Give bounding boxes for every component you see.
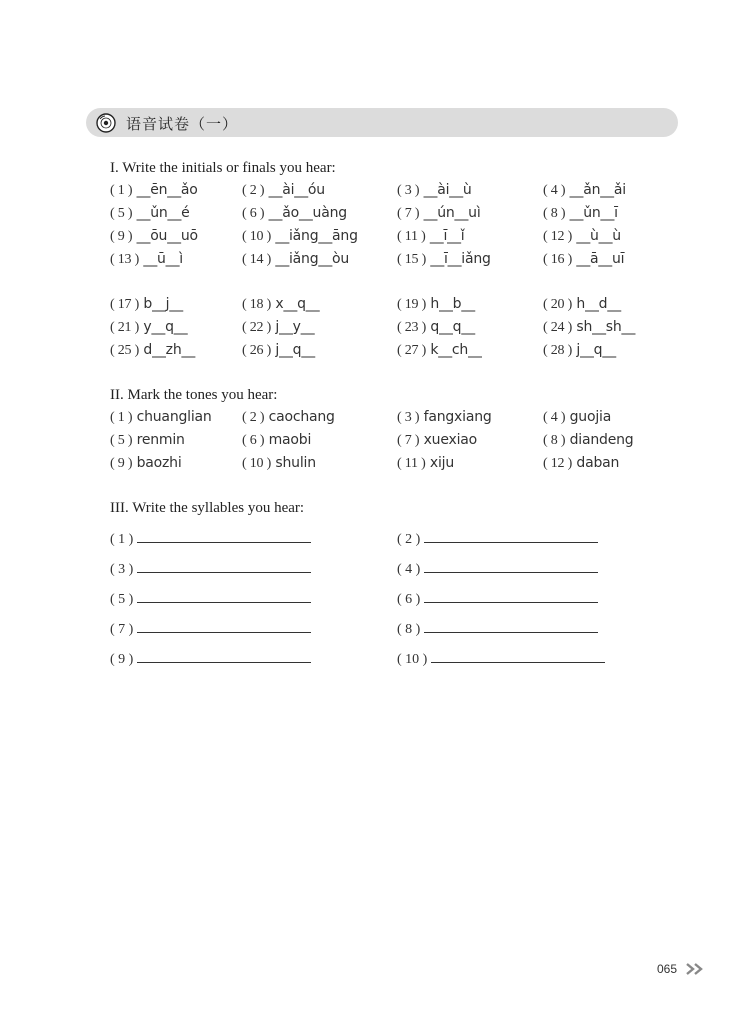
item-number: ( 8 ) xyxy=(543,433,566,448)
exercise-item xyxy=(110,432,185,449)
page-title: 语音试卷（一） xyxy=(126,115,239,133)
item-number: ( 7 ) xyxy=(397,206,420,221)
item-number: ( 2 ) xyxy=(242,183,265,198)
answer-row xyxy=(110,560,311,578)
double-chevron-right-icon xyxy=(686,963,706,975)
item-text: d__zh__ xyxy=(143,342,196,358)
item-number: ( 10 ) xyxy=(242,456,272,471)
item-number: ( 5 ) xyxy=(110,592,134,607)
item-number: ( 4 ) xyxy=(543,183,566,198)
item-number: ( 28 ) xyxy=(543,343,573,358)
exercise-item xyxy=(110,342,195,359)
item-text: __iǎng__òu xyxy=(275,251,350,267)
item-text: __ù__ù xyxy=(576,228,621,244)
item-number: ( 10 ) xyxy=(397,652,428,667)
item-text: shulin xyxy=(275,455,316,471)
exercise-item xyxy=(110,455,182,472)
item-text: y__q__ xyxy=(143,319,188,335)
item-number: ( 9 ) xyxy=(110,456,133,471)
item-number: ( 27 ) xyxy=(397,343,427,358)
item-text: __ǔn__ī xyxy=(569,205,618,221)
exercise-item xyxy=(543,182,626,199)
item-number: ( 23 ) xyxy=(397,320,427,335)
answer-blank[interactable] xyxy=(137,560,311,573)
item-text: __ài__ù xyxy=(423,182,472,198)
item-number: ( 3 ) xyxy=(397,410,420,425)
item-text: __ā__uī xyxy=(576,251,625,267)
item-text: b__j__ xyxy=(143,296,183,312)
exercise-item xyxy=(543,296,621,313)
item-number: ( 2 ) xyxy=(397,532,421,547)
item-text: h__b__ xyxy=(430,296,475,312)
item-text: chuanglian xyxy=(136,409,212,425)
item-number: ( 6 ) xyxy=(242,206,265,221)
item-text: guojia xyxy=(569,409,612,425)
exercise-item xyxy=(397,251,491,268)
answer-blank[interactable] xyxy=(431,650,605,663)
item-number: ( 1 ) xyxy=(110,183,133,198)
item-text: __ǔn__é xyxy=(136,205,190,221)
item-text: baozhi xyxy=(136,455,182,471)
item-text: j__q__ xyxy=(275,342,315,358)
item-text: k__ch__ xyxy=(430,342,482,358)
item-text: caochang xyxy=(268,409,335,425)
item-text: __ài__óu xyxy=(268,182,325,198)
exercise-item xyxy=(242,409,335,426)
exercise-item xyxy=(110,251,183,268)
answer-row xyxy=(397,560,598,578)
section-header-bar xyxy=(86,108,678,137)
item-number: ( 2 ) xyxy=(242,410,265,425)
exercise-item xyxy=(543,319,635,336)
section-3-title: III. Write the syllables you hear: xyxy=(110,500,305,516)
exercise-item xyxy=(397,228,464,245)
item-number: ( 12 ) xyxy=(543,456,573,471)
item-text: j__q__ xyxy=(576,342,616,358)
answer-row xyxy=(110,620,311,638)
exercise-item xyxy=(242,182,325,199)
item-number: ( 3 ) xyxy=(110,562,134,577)
section-2-title: II. Mark the tones you hear: xyxy=(110,387,278,403)
item-text: __ī__iǎng xyxy=(430,251,491,267)
exercise-item xyxy=(242,228,358,245)
item-text: __ǎo__uàng xyxy=(268,205,347,221)
item-text: xuexiao xyxy=(423,432,478,448)
item-number: ( 3 ) xyxy=(397,183,420,198)
exercise-item xyxy=(242,251,349,268)
exercise-item xyxy=(397,409,492,426)
item-number: ( 6 ) xyxy=(242,433,265,448)
exercise-item xyxy=(242,342,315,359)
answer-blank[interactable] xyxy=(424,620,598,633)
exercise-item xyxy=(397,432,477,449)
item-number: ( 17 ) xyxy=(110,297,140,312)
exercise-item xyxy=(242,205,347,222)
exercise-item xyxy=(543,205,618,222)
item-number: ( 18 ) xyxy=(242,297,272,312)
exercise-item xyxy=(397,205,481,222)
exercise-item xyxy=(543,251,624,268)
section-1-title: I. Write the initials or finals you hear: xyxy=(110,160,336,176)
answer-blank[interactable] xyxy=(137,590,311,603)
item-number: ( 12 ) xyxy=(543,229,573,244)
item-text: fangxiang xyxy=(423,409,492,425)
exercise-item xyxy=(397,182,472,199)
exercise-item xyxy=(110,409,212,426)
item-number: ( 7 ) xyxy=(397,433,420,448)
item-number: ( 7 ) xyxy=(110,622,134,637)
exercise-item xyxy=(110,319,187,336)
exercise-item xyxy=(543,228,621,245)
answer-row xyxy=(397,620,598,638)
answer-blank[interactable] xyxy=(137,650,311,663)
exercise-item xyxy=(543,432,633,449)
item-text: __ún__uì xyxy=(423,205,481,221)
item-text: __ōu__uō xyxy=(136,228,198,244)
item-number: ( 16 ) xyxy=(543,252,573,267)
item-number: ( 20 ) xyxy=(543,297,573,312)
item-number: ( 22 ) xyxy=(242,320,272,335)
item-number: ( 19 ) xyxy=(397,297,427,312)
exercise-item xyxy=(543,455,619,472)
exercise-item xyxy=(543,409,611,426)
item-number: ( 21 ) xyxy=(110,320,140,335)
exercise-item xyxy=(110,205,190,222)
answer-row xyxy=(110,590,311,608)
item-text: q__q__ xyxy=(430,319,475,335)
answer-blank[interactable] xyxy=(424,530,598,543)
exercise-item xyxy=(397,455,454,472)
exercise-item xyxy=(397,342,482,359)
item-number: ( 8 ) xyxy=(543,206,566,221)
item-number: ( 9 ) xyxy=(110,229,133,244)
exercise-item xyxy=(110,296,183,313)
item-text: x__q__ xyxy=(275,296,320,312)
item-text: __ī__ǐ xyxy=(429,228,465,244)
item-text: daban xyxy=(576,455,620,471)
item-number: ( 9 ) xyxy=(110,652,134,667)
item-text: xiju xyxy=(429,455,455,471)
item-text: __iǎng__āng xyxy=(275,228,358,244)
answer-row xyxy=(397,590,598,608)
answer-row xyxy=(110,530,311,548)
item-text: sh__sh__ xyxy=(576,319,636,335)
item-number: ( 4 ) xyxy=(543,410,566,425)
item-number: ( 1 ) xyxy=(110,410,133,425)
answer-blank[interactable] xyxy=(137,620,311,633)
answer-blank[interactable] xyxy=(424,560,598,573)
item-text: maobi xyxy=(268,432,312,448)
item-text: h__d__ xyxy=(576,296,621,312)
item-text: __ū__ì xyxy=(143,251,183,267)
item-text: __ēn__ǎo xyxy=(136,182,198,198)
item-number: ( 5 ) xyxy=(110,206,133,221)
item-number: ( 25 ) xyxy=(110,343,140,358)
exercise-item xyxy=(397,319,475,336)
exercise-item xyxy=(397,296,475,313)
item-number: ( 24 ) xyxy=(543,320,573,335)
item-number: ( 8 ) xyxy=(397,622,421,637)
answer-row xyxy=(110,650,311,668)
item-number: ( 14 ) xyxy=(242,252,272,267)
answer-row xyxy=(397,650,605,668)
item-text: __ǎn__ǎi xyxy=(569,182,626,198)
exercise-item xyxy=(543,342,616,359)
item-number: ( 11 ) xyxy=(397,456,426,471)
answer-row xyxy=(397,530,598,548)
exercise-item xyxy=(110,228,198,245)
exercise-item xyxy=(242,455,316,472)
item-text: j__y__ xyxy=(275,319,315,335)
item-number: ( 10 ) xyxy=(242,229,272,244)
exercise-item xyxy=(242,432,311,449)
answer-blank[interactable] xyxy=(137,530,311,543)
item-number: ( 15 ) xyxy=(397,252,427,267)
item-number: ( 6 ) xyxy=(397,592,421,607)
item-text: diandeng xyxy=(569,432,634,448)
item-number: ( 13 ) xyxy=(110,252,140,267)
item-text: renmin xyxy=(136,432,185,448)
item-number: ( 26 ) xyxy=(242,343,272,358)
item-number: ( 1 ) xyxy=(110,532,134,547)
exercise-item xyxy=(110,182,198,199)
cd-icon xyxy=(96,113,116,133)
exercise-item xyxy=(242,296,319,313)
page-number: 065 xyxy=(657,962,678,976)
answer-blank[interactable] xyxy=(424,590,598,603)
item-number: ( 5 ) xyxy=(110,433,133,448)
item-number: ( 11 ) xyxy=(397,229,426,244)
exercise-item xyxy=(242,319,314,336)
item-number: ( 4 ) xyxy=(397,562,421,577)
